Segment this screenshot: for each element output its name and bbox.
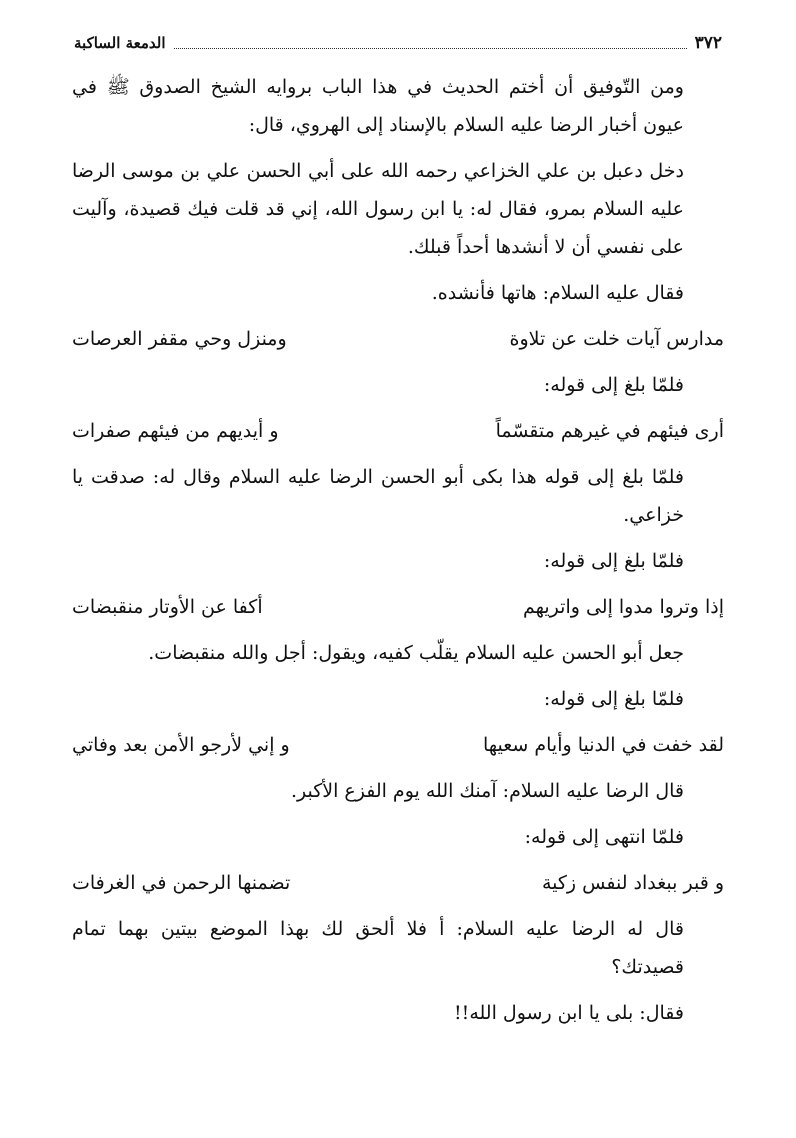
paragraph: قال له الرضا عليه السلام: أ فلا ألحق لك بهذا الموضع بيتين بهما تمام قصيدتك؟: [72, 918, 684, 978]
verse-line: [72, 320, 724, 358]
paragraph: فلمّا بلغ إلى قوله:: [543, 550, 684, 572]
verse-second-hemistich: و إني لأرجو الأمن بعد وفاتي: [72, 734, 290, 756]
verse-second-hemistich: تضمنها الرحمن في الغرفات: [72, 872, 291, 894]
paragraph: فلمّا بلغ إلى قوله:: [543, 374, 684, 396]
page-number: ٣٧٢: [694, 33, 722, 53]
paragraph: قال الرضا عليه السلام: آمنك الله يوم الفزع الأكبر.: [290, 780, 684, 802]
page-body: [72, 68, 724, 1040]
verse-second-hemistich: و أيديهم من فيئهم صفرات: [72, 420, 279, 442]
header-dotted-rule: [174, 38, 687, 49]
verse-line: [72, 864, 724, 902]
running-title: الدمعة الساكبة: [74, 34, 166, 52]
verse-second-hemistich: ومنزل وحي مقفر العرصات: [72, 328, 287, 350]
verse-second-hemistich: أكفا عن الأوتار منقبضات: [72, 596, 263, 618]
paragraph: جعل أبو الحسن عليه السلام يقلّب كفيه، ويقول: أجل والله منقبضات.: [148, 642, 684, 664]
verse-line: [72, 412, 724, 450]
paragraph: دخل دعبل بن علي الخزاعي رحمه الله على أبي الحسن علي بن موسى الرضا عليه السلام بمرو، فقال له: يا ابن رسول الله، إني قد قلت فيك قصيدة، وآليت على نفسي أن لا أنشدها أحداً قبلك.: [72, 160, 684, 258]
page-header: [74, 32, 722, 54]
verse-first-hemistich: لقد خفت في الدنيا وأيام سعيها: [482, 734, 724, 756]
verse-first-hemistich: أرى فيئهم في غيرهم متقسّماً: [495, 420, 724, 442]
verse-line: [72, 588, 724, 626]
verse-first-hemistich: و قبر ببغداد لنفس زكية: [541, 872, 724, 894]
paragraph: فلمّا انتهى إلى قوله:: [524, 826, 684, 848]
paragraph: فقال: بلى يا ابن رسول الله!!: [454, 1002, 684, 1024]
paragraph: فلمّا بلغ إلى قوله:: [543, 688, 684, 710]
paragraph: فلمّا بلغ إلى قوله هذا بكى أبو الحسن الرضا عليه السلام وقال له: صدقت يا خزاعي.: [72, 466, 684, 526]
verse-first-hemistich: مدارس آيات خلت عن تلاوة: [509, 328, 724, 350]
verse-first-hemistich: إذا وتروا مدوا إلى واتريهم: [522, 596, 724, 618]
paragraph: فقال عليه السلام: هاتها فأنشده.: [431, 282, 684, 304]
paragraph: ومن التّوفيق أن أختم الحديث في هذا الباب بروايه الشيخ الصدوق ﷺ في عيون أخبار الرضا عليه السلام بالإسناد إلى الهروي، قال:: [72, 76, 684, 136]
verse-line: [72, 726, 724, 764]
